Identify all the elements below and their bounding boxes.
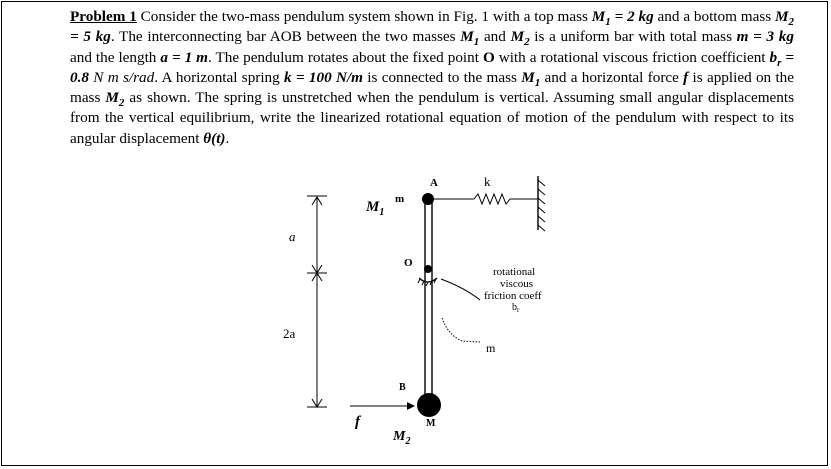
text-segment: . The pendulum rotates about the fixed point [208, 48, 483, 66]
friction-label-line1: rotational [493, 266, 536, 278]
var-M2: $M_2 = 5$ kg [70, 8, 795, 46]
label-m-top: m [395, 193, 405, 205]
label-m-side: m [486, 341, 496, 355]
text-segment: and a bottom mass [653, 8, 775, 25]
var-M1-ref2: $M_1$ [521, 68, 541, 89]
var-k: k = 100 N/m [284, 68, 363, 86]
var-M1-ref: $M_1$ [460, 28, 480, 49]
label-f: f [355, 414, 360, 430]
mass-M1 [422, 193, 434, 205]
var-f: f [683, 68, 689, 86]
var-br: $b_r = 0.8$ [70, 48, 795, 86]
var-M1: $M_1 = 2$ kg [591, 8, 654, 29]
mass-M2 [417, 393, 441, 417]
text-segment: and the length [70, 48, 161, 66]
spring-k [434, 194, 538, 204]
bar-mass-leader [442, 318, 480, 342]
label-A: A [430, 177, 438, 189]
label-k: k [484, 174, 491, 189]
var-M2-ref2: $M_2$ [105, 89, 125, 110]
pendulum-bar [425, 200, 432, 405]
pivot-O [418, 265, 437, 286]
fixed-wall [538, 176, 545, 231]
text-segment: Consider the two-mass pendulum system shown in Fig. 1 with a top mass [136, 8, 592, 25]
var-M2-ref: $M_2$ [510, 28, 530, 49]
label-B: B [399, 382, 406, 393]
var-m: m = 3 kg [736, 28, 794, 46]
label-M1: $M_1$ [366, 199, 385, 218]
text-segment: . A horizontal spring [154, 68, 285, 86]
var-theta: θ(t) [203, 129, 226, 147]
var-a: a = 1 m [160, 48, 208, 66]
label-M2: $M_2$ [393, 429, 411, 447]
friction-label-line3: friction coeff [484, 290, 542, 302]
label-O: O [404, 257, 413, 269]
label-a: a [289, 229, 296, 244]
dimension-lines [307, 196, 327, 407]
friction-label-line2: viscous [500, 278, 533, 290]
br-unit: N m s/rad [88, 68, 155, 86]
var-O: O [482, 48, 495, 66]
text-segment: and a horizontal force [540, 68, 684, 86]
problem-number: 1 [129, 8, 137, 25]
text-segment: . [225, 129, 230, 147]
text-segment: . The interconnecting bar AOB between the two masses [110, 28, 461, 46]
text-segment: is connected to the mass [362, 68, 522, 86]
text-segment: with a rotational viscous friction coefficient [494, 48, 770, 66]
text-segment: as shown. The spring is unstretched when the pendulum is vertical. Assuming small angular displacements from the vertical equilibrium, write the linearized rotational equation of motion of the pendulum with respect to its angular displacement [70, 89, 795, 147]
label-2a: 2a [283, 326, 296, 341]
label-M: M [426, 418, 436, 429]
text-segment: is applied on the mass [70, 68, 795, 107]
problem-title: Problem 1 [70, 8, 137, 25]
text-segment: and [479, 28, 511, 46]
friction-label-line4: $b_r$ [512, 302, 520, 314]
text-segment: is a uniform bar with total mass [529, 28, 737, 46]
friction-leader [441, 279, 480, 300]
